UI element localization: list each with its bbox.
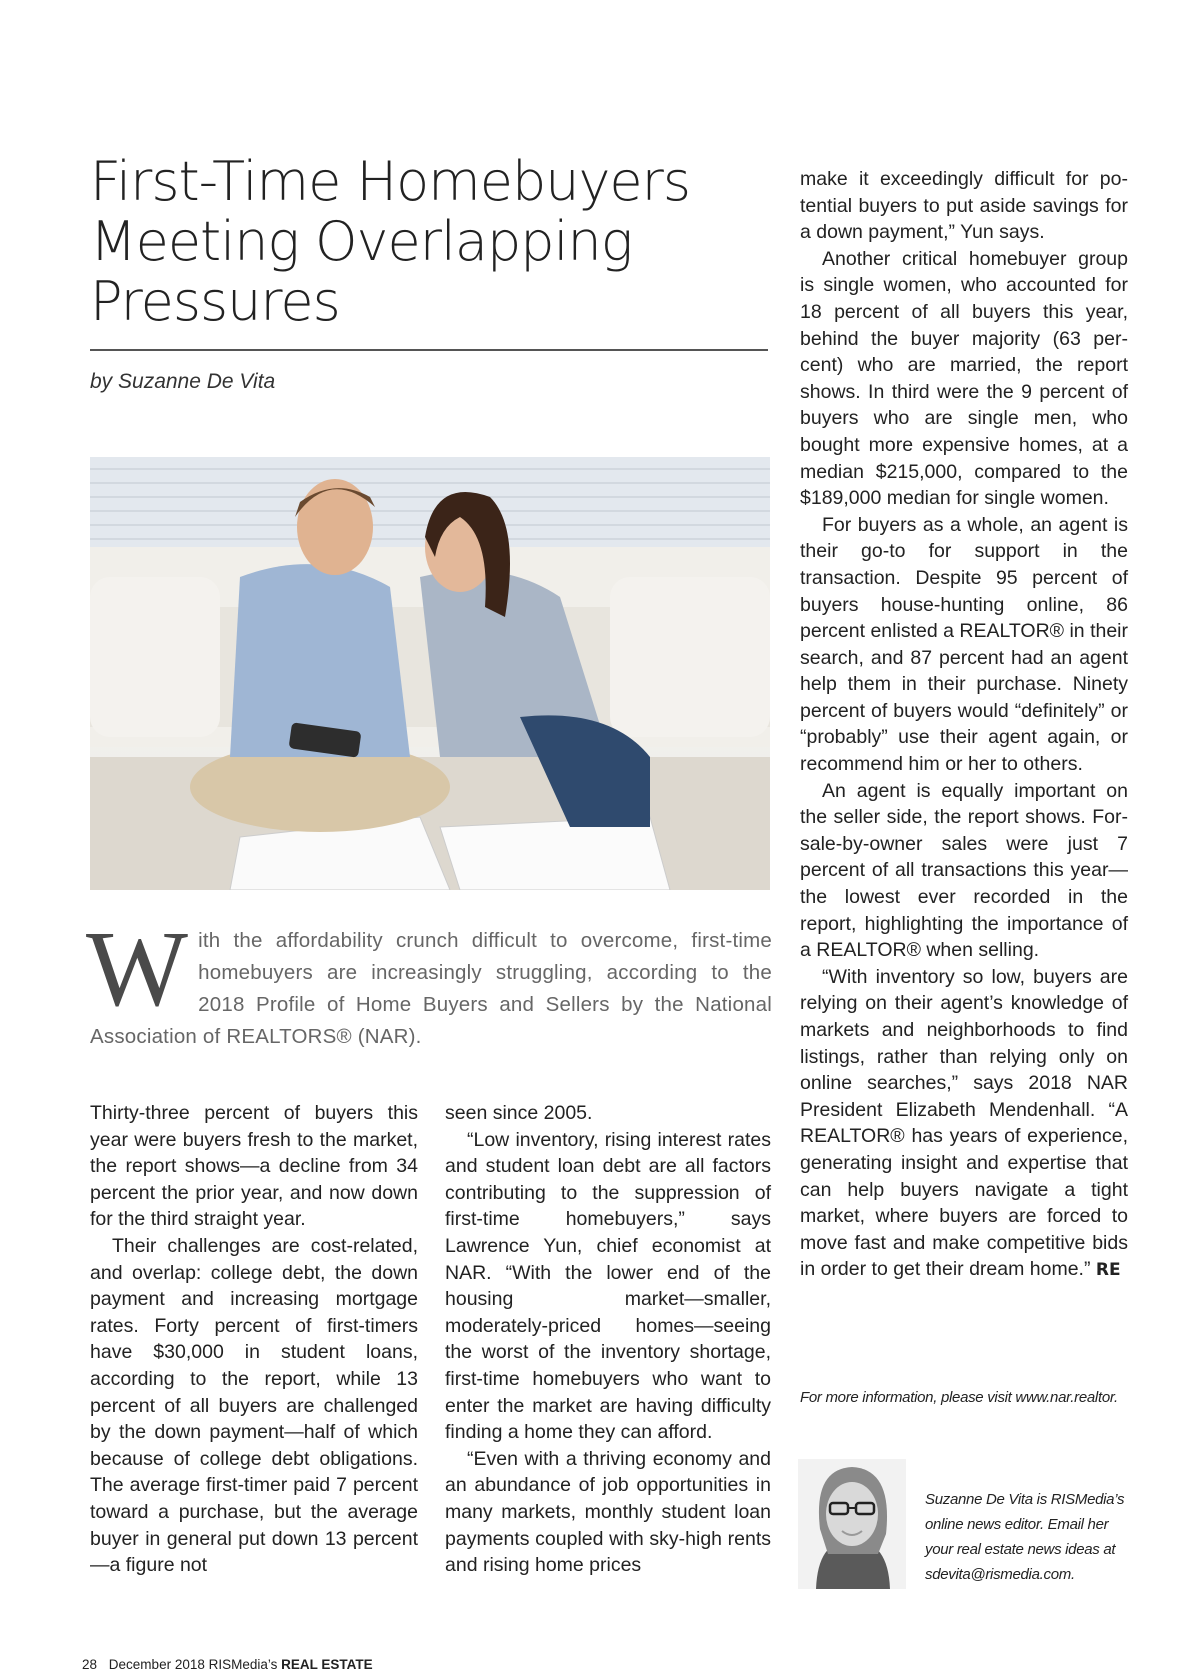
title-line: First-Time Homebuyers bbox=[90, 150, 690, 213]
author-headshot bbox=[798, 1459, 906, 1589]
paragraph: For buyers as a whole, an agent is their go-to for support in the transaction. Despite 95 percent of buyers house-hunting online, 86 percent enlisted a REALTOR® in their search, and 87 percent had an agent help them in their purchase. Ninety percent of buyers would “definitely” or “probably” use their agent again, or recommend him or her to others. bbox=[800, 513, 1128, 776]
lede-paragraph bbox=[86, 910, 772, 1053]
bio-line: sdevita@rismedia.com. bbox=[925, 1566, 1075, 1583]
bio-line: your real estate news ideas at bbox=[925, 1541, 1116, 1558]
paragraph: seen since 2005. bbox=[445, 1102, 593, 1124]
paragraph-text: “With inventory so low, buyers are relying on their agent’s knowledge of markets and neighborhoods to find listings, rather than relying only on online searches,” says 2018 NAR President Elizabeth Mendenhall. “A REALTOR® has years of experience, generating insight and expertise that can help buyers navigate a tight market, where buyers are forced to move fast and make competitive bids in order to get their dream home.” bbox=[800, 965, 1128, 1281]
bio-line: Suzanne De Vita is RISMedia’s bbox=[925, 1491, 1125, 1508]
body-column-1 bbox=[90, 1100, 418, 1579]
body-column-3 bbox=[800, 166, 1128, 1284]
title-divider bbox=[90, 349, 768, 351]
title-line: Pressures bbox=[90, 270, 340, 333]
bio-line: online news editor. Email her bbox=[925, 1516, 1109, 1533]
body-column-2 bbox=[445, 1100, 771, 1579]
publisher-name: RISMedia’s bbox=[208, 1657, 278, 1672]
paragraph: “Low inventory, rising interest rates and student loan debt are all factors contributing to the suppression of first-time homebuyers,” says Lawrence Yun, chief economist at NAR. “With the lower end of the housing market—smaller, moderately-priced homes—seeing the worst of the inventory shortage, first-time homebuyers who want to enter the market are having difficulty finding a home they can afford. bbox=[445, 1128, 771, 1444]
title-line: Meeting Overlapping bbox=[90, 210, 633, 273]
paragraph: Thirty-three percent of buyers this year were buyers fresh to the market, the report shows—a decline from 34 percent the prior year, and now down for the third straight year. bbox=[90, 1102, 418, 1231]
paragraph bbox=[800, 964, 1128, 1284]
article-title bbox=[90, 152, 730, 332]
page-number: 28 bbox=[82, 1657, 98, 1672]
page-footer bbox=[82, 1657, 373, 1672]
paragraph: An agent is equally important on the seller side, the report shows. For-sale-by-owner sales were just 7 percent of all transactions this year—the lowest ever recorded in the report, highlighting the importance of a REALTOR® when selling. bbox=[800, 779, 1128, 962]
paragraph: Another critical homebuyer group is single women, who accounted for 18 percent of all buyers this year, behind the buyer majority (63 percent) who are married, the report shows. In third were the 9 percent of buyers who are single men, who bought more expensive homes, at a median $215,000, compared to the $189,000 median for single women. bbox=[800, 247, 1128, 510]
issue-date: December 2018 bbox=[108, 1657, 205, 1672]
more-info-note: For more information, please visit www.nar.realtor. bbox=[800, 1389, 1118, 1406]
lede-text: ith the affordability crunch difficult to overcome, first-time homebuyers are increasingly struggling, according to the 2018 Profile of Home Buyers and Sellers by the National Association of REALTORS® (NAR). bbox=[90, 929, 772, 1048]
paragraph: “Even with a thriving economy and an abundance of job opportunities in many markets, monthly student loan payments coupled with sky-high rents and rising home prices bbox=[445, 1447, 771, 1577]
magazine-name: REAL ESTATE bbox=[281, 1657, 373, 1672]
couple-photo bbox=[90, 457, 770, 890]
byline: by Suzanne De Vita bbox=[90, 370, 276, 393]
drop-cap: W bbox=[86, 910, 189, 1029]
paragraph: make it exceedingly difficult for potential buyers to put aside savings for a down payment,” Yun says. bbox=[800, 168, 1128, 244]
paragraph: Their challenges are cost-related, and overlap: college debt, the down payment and increasing mortgage rates. Forty percent of first-timers have $30,000 in student loans, according to the report, while 13 percent of all buyers are challenged by the down payment—half of which because of college debt obligations. The average first-timer paid 7 percent toward a purchase, but the average buyer in general put down 13 percent—a figure not bbox=[90, 1234, 418, 1577]
author-bio bbox=[925, 1487, 1135, 1587]
end-mark: RE bbox=[1095, 1260, 1121, 1281]
